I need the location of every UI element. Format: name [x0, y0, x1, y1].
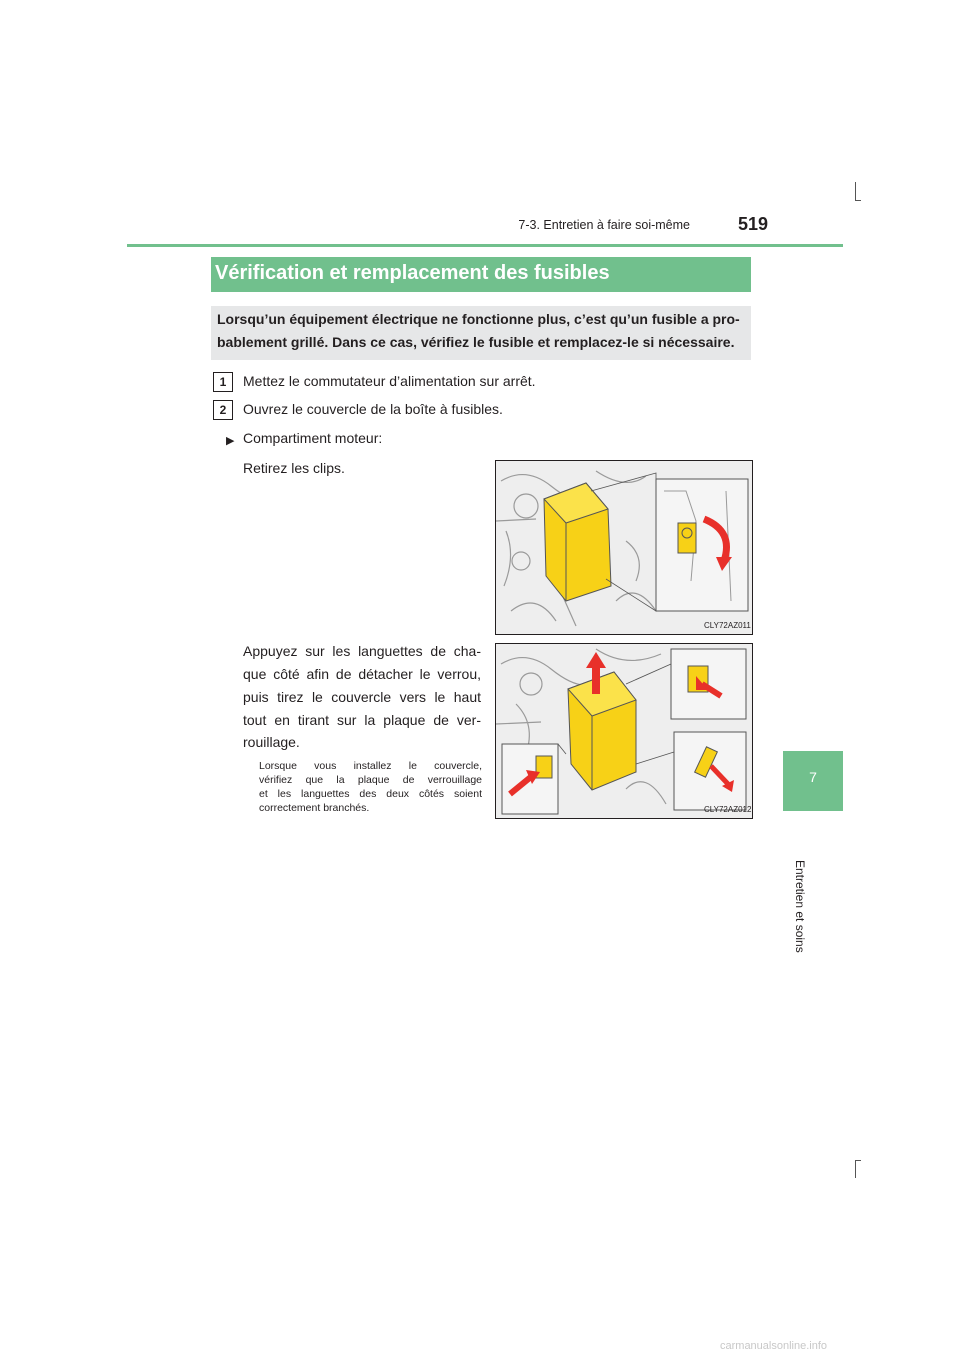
figure-code: CLY72AZ011 [704, 621, 751, 630]
step-text: Mettez le commutateur d’alimentation sur arrêt. [243, 373, 536, 389]
note-line: vérifiez que la plaque de verrouillage [259, 774, 482, 786]
page-number: 519 [738, 214, 769, 234]
note-line: Lorsque vous installez le couvercle, [259, 760, 482, 772]
instruction-line: que côté afin de détacher le verrou, [243, 666, 481, 682]
bullet-text: Compartiment moteur: [243, 430, 383, 446]
note-line: et les languettes des deux côtés soient [259, 788, 482, 800]
figure-fuse-box-clips [495, 460, 753, 635]
crop-mark [855, 1160, 856, 1178]
engine-bay-illustration [496, 461, 752, 634]
crop-mark [855, 200, 861, 201]
instruction-line: puis tirez le couvercle vers le haut [243, 689, 481, 705]
step-number-badge: 2 [213, 400, 233, 420]
crop-mark [855, 182, 856, 200]
instruction-line: rouillage. [243, 734, 300, 750]
chapter-label: Entretien et soins [793, 860, 807, 953]
instruction-line: tout en tirant sur la plaque de ver- [243, 712, 481, 728]
intro-line: bablement grillé. Dans ce cas, vérifiez le fusible et remplacez-le si nécessaire. [217, 334, 735, 350]
note-line: correctement branchés. [259, 802, 370, 814]
figure-fuse-box-cover [495, 643, 753, 819]
section-title: Vérification et remplacement des fusibles [215, 262, 610, 284]
step-text: Ouvrez le couvercle de la boîte à fusibles. [243, 401, 503, 417]
header-rule [127, 244, 843, 247]
engine-bay-illustration [496, 644, 752, 818]
chapter-number: 7 [809, 769, 817, 785]
instruction-text: Retirez les clips. [243, 460, 345, 476]
watermark: carmanualsonline.info [720, 1340, 828, 1352]
running-header-section: 7-3. Entretien à faire soi-même [518, 218, 690, 232]
crop-mark [855, 1160, 861, 1161]
figure-code: CLY72AZ012 [704, 805, 752, 814]
step-number-badge: 1 [213, 372, 233, 392]
bullet-triangle-icon: ▶ [226, 435, 235, 447]
instruction-line: Appuyez sur les languettes de cha- [243, 643, 481, 659]
intro-line: Lorsqu’un équipement électrique ne fonctionne plus, c’est qu’un fusible a pro- [217, 311, 740, 327]
